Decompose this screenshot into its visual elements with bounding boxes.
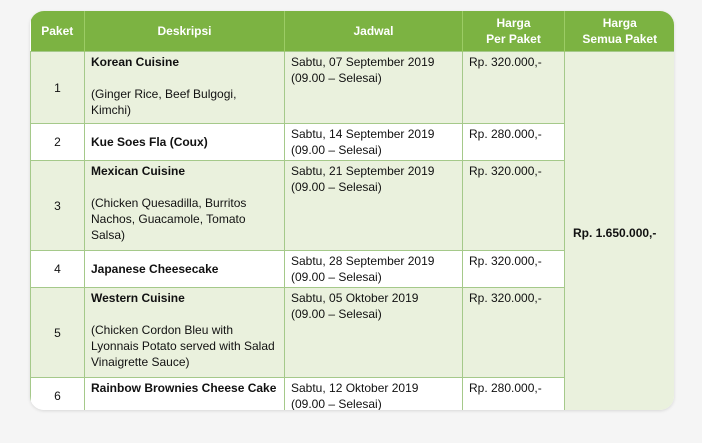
price-per-package: Rp. 320.000,-	[463, 52, 565, 124]
description-cell	[85, 161, 285, 251]
header-deskripsi: Deskripsi	[85, 11, 285, 52]
table-row	[31, 52, 675, 124]
schedule-date: Sabtu, 28 September 2019	[291, 254, 435, 268]
package-detail: (Chicken Cordon Bleu with Lyonnais Potato served with Salad Vinaigrette Sauce)	[91, 323, 275, 369]
package-title: Mexican Cuisine	[91, 164, 186, 178]
package-title: Kue Soes Fla (Coux)	[91, 135, 208, 149]
schedule-time: (09.00 – Selesai)	[291, 143, 382, 157]
package-title: Japanese Cheesecake	[91, 262, 219, 276]
price-per-package: Rp. 320.000,-	[463, 251, 565, 288]
schedule-cell	[285, 161, 463, 251]
header-harga-per-line2: Per Paket	[486, 32, 541, 46]
schedule-price-table	[30, 11, 674, 410]
schedule-time: (09.00 – Selesai)	[291, 180, 382, 194]
header-jadwal: Jadwal	[285, 11, 463, 52]
pricing-table-card	[30, 11, 674, 410]
schedule-date: Sabtu, 05 Oktober 2019	[291, 291, 419, 305]
package-title: Rainbow Brownies Cheese Cake	[91, 381, 277, 395]
table-header-row	[31, 11, 675, 52]
header-harga-per-line1: Harga	[496, 16, 531, 30]
price-per-package: Rp. 280.000,-	[463, 378, 565, 411]
schedule-date: Sabtu, 07 September 2019	[291, 55, 435, 69]
package-detail: (Ginger Rice, Beef Bulgogi, Kimchi)	[91, 87, 237, 117]
description-cell	[85, 124, 285, 161]
price-per-package: Rp. 280.000,-	[463, 124, 565, 161]
package-title: Korean Cuisine	[91, 55, 180, 69]
price-per-package: Rp. 320.000,-	[463, 161, 565, 251]
schedule-time: (09.00 – Selesai)	[291, 71, 382, 85]
schedule-cell	[285, 52, 463, 124]
schedule-cell	[285, 288, 463, 378]
paket-number: 3	[31, 161, 85, 251]
package-title: Western Cuisine	[91, 291, 185, 305]
schedule-date: Sabtu, 14 September 2019	[291, 127, 435, 141]
description-cell	[85, 52, 285, 124]
package-detail: (Chicken Quesadilla, Burritos Nachos, Guacamole, Tomato Salsa)	[91, 196, 247, 242]
paket-number: 5	[31, 288, 85, 378]
total-price: Rp. 1.650.000,-	[565, 52, 675, 411]
header-harga-semua-line1: Harga	[602, 16, 637, 30]
header-harga-semua-line2: Semua Paket	[582, 32, 658, 46]
paket-number: 4	[31, 251, 85, 288]
header-harga-semua-paket	[565, 11, 675, 52]
schedule-time: (09.00 – Selesai)	[291, 270, 382, 284]
description-cell	[85, 288, 285, 378]
paket-number: 1	[31, 52, 85, 124]
schedule-time: (09.00 – Selesai)	[291, 307, 382, 321]
schedule-cell	[285, 124, 463, 161]
schedule-time: (09.00 – Selesai)	[291, 397, 382, 410]
paket-number: 6	[31, 378, 85, 411]
price-per-package: Rp. 320.000,-	[463, 288, 565, 378]
schedule-cell	[285, 378, 463, 411]
header-harga-per-paket	[463, 11, 565, 52]
schedule-date: Sabtu, 21 September 2019	[291, 164, 435, 178]
paket-number: 2	[31, 124, 85, 161]
description-cell	[85, 378, 285, 411]
schedule-cell	[285, 251, 463, 288]
schedule-date: Sabtu, 12 Oktober 2019	[291, 381, 419, 395]
header-paket: Paket	[31, 11, 85, 52]
description-cell	[85, 251, 285, 288]
